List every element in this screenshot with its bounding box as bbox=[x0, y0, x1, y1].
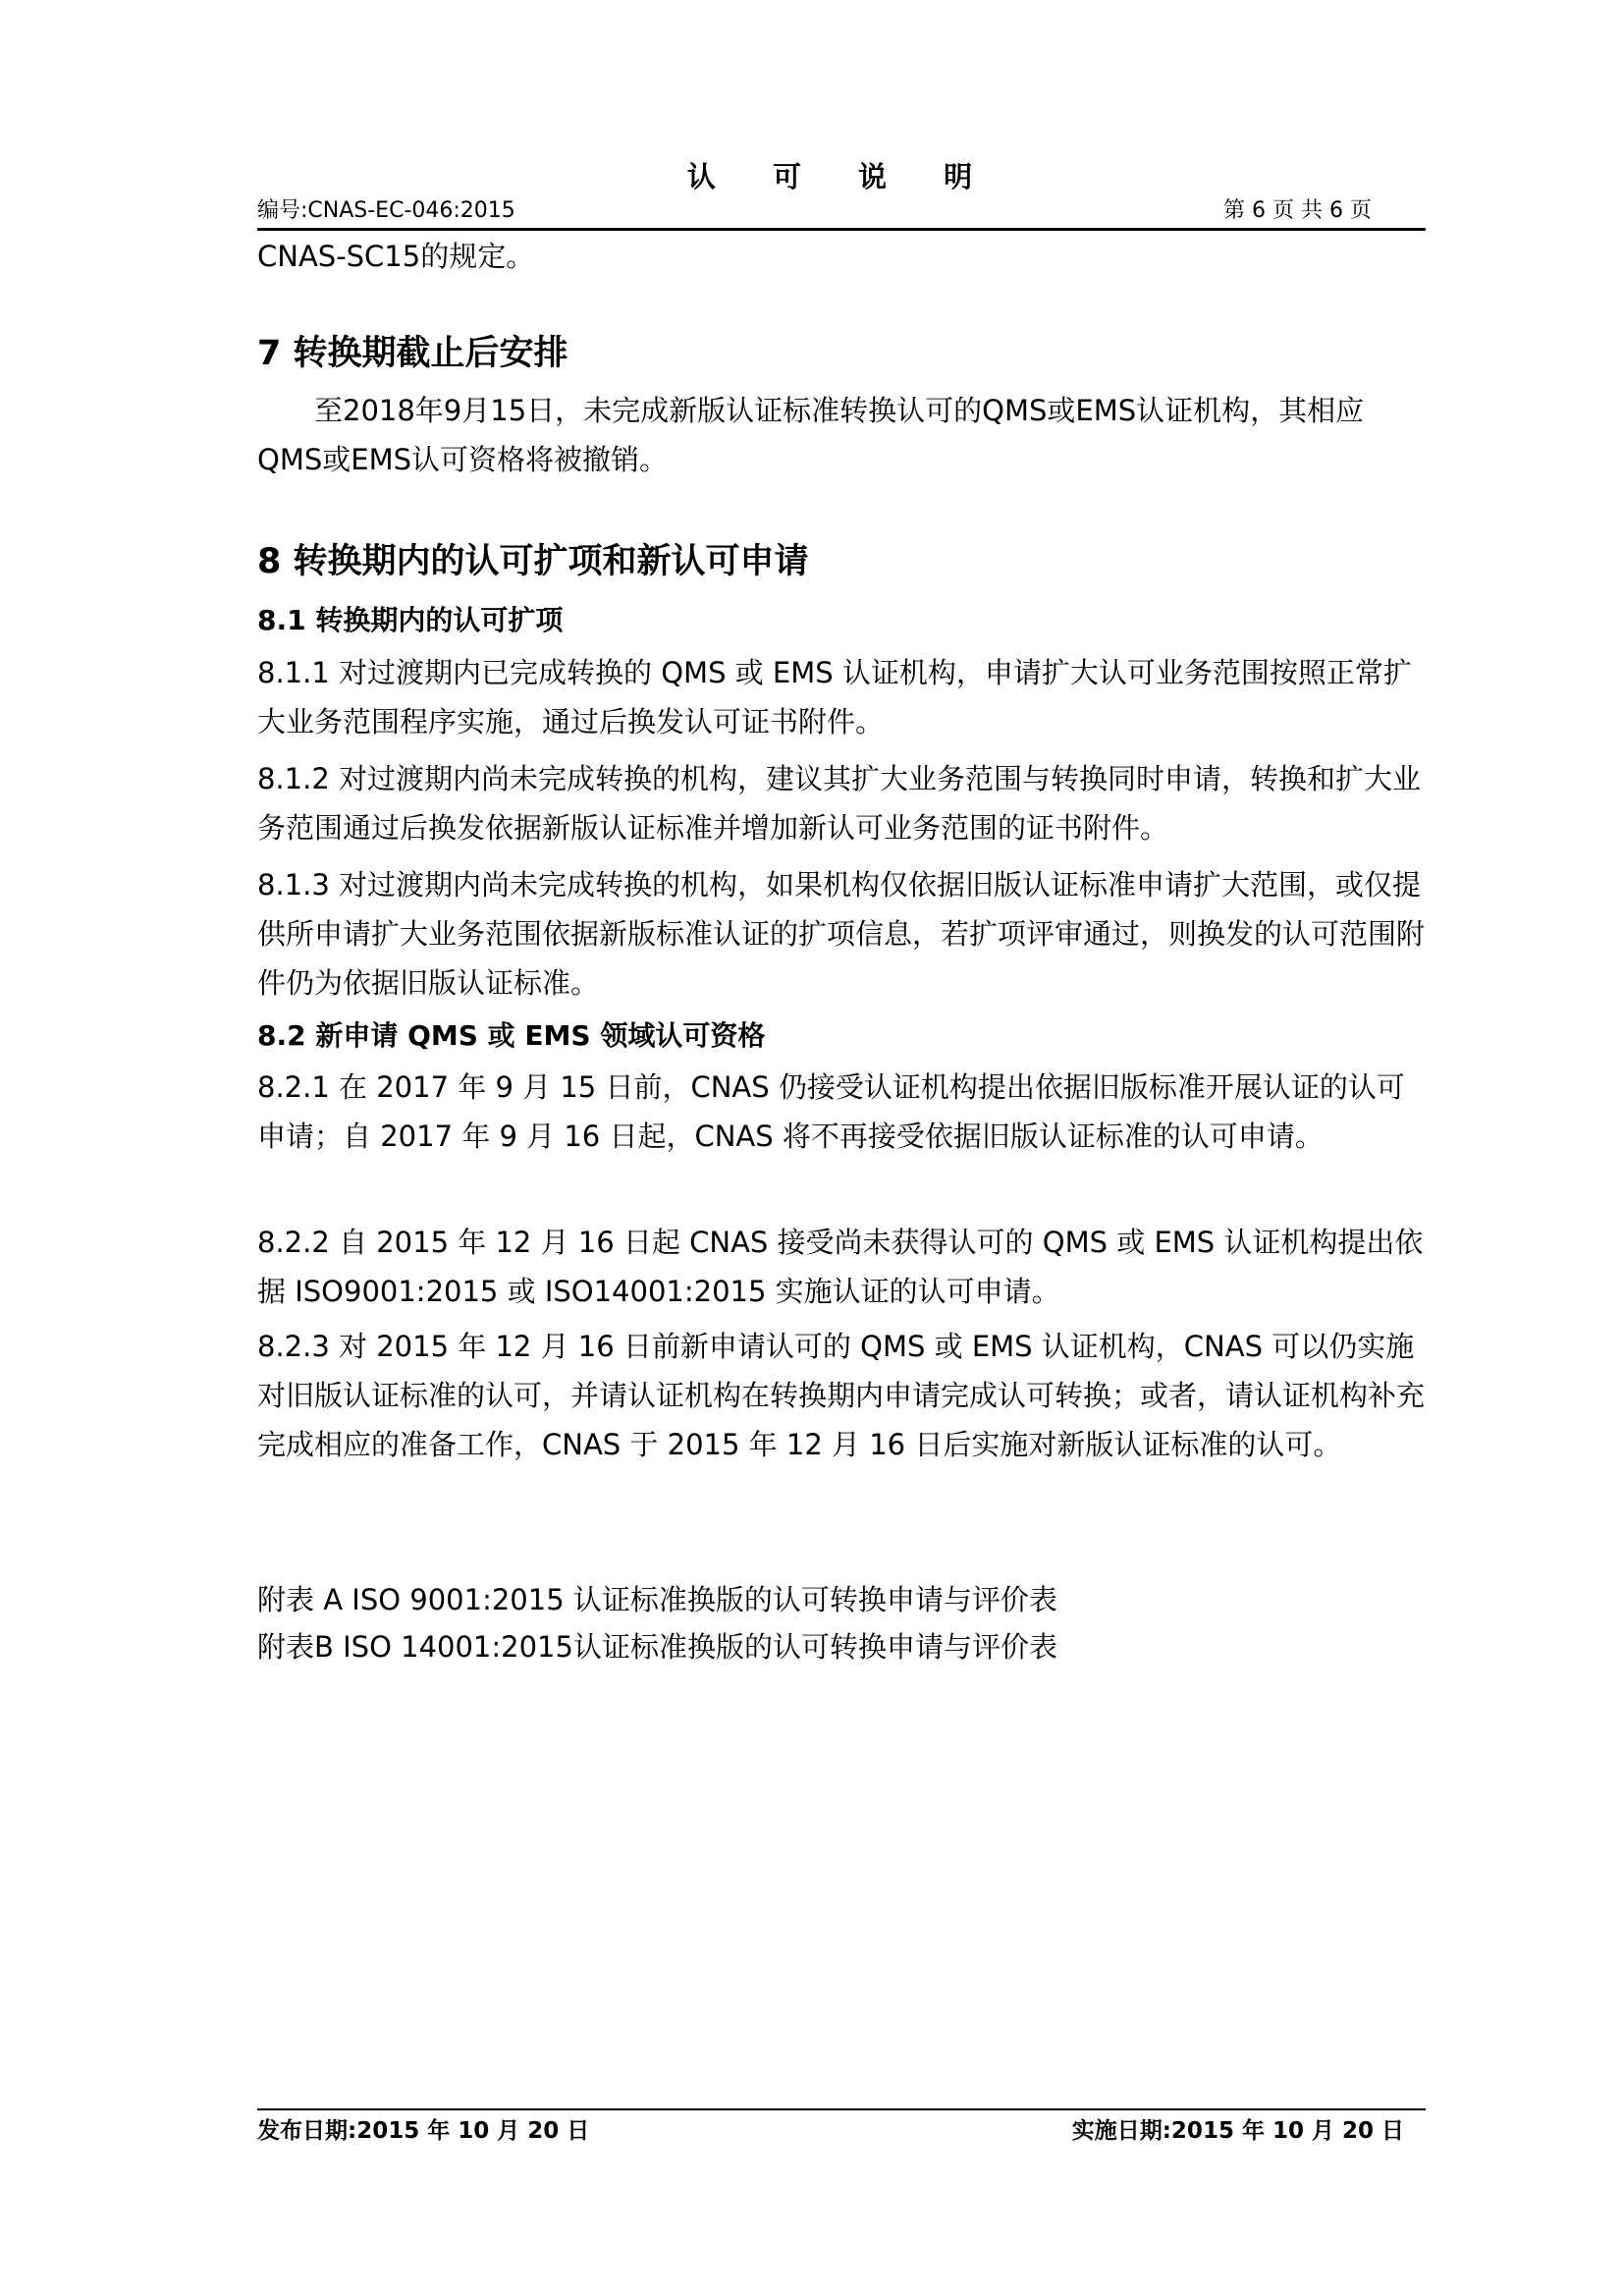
paragraph-8-2-1: 8.2.1 在 2017 年 9 月 15 日前，CNAS 仍接受认证机构提出依据旧版标准开展认证的认可申请；自 2017 年 9 月 16 日起，CNAS 将不再接受依据旧版认证标准的认可申请。 bbox=[257, 1070, 1405, 1153]
issue-date: 发布日期:2015 年 10 月 20 日 bbox=[257, 2118, 590, 2144]
footer-row bbox=[257, 2111, 1426, 2151]
header-rule bbox=[257, 228, 1426, 231]
page-info: 第 6 页 共 6 页 bbox=[1223, 198, 1372, 223]
header-title: 认 可 说 明 bbox=[686, 160, 997, 193]
effective-date: 实施日期:2015 年 10 月 20 日 bbox=[1071, 2118, 1404, 2144]
paragraph-8-2-2: 8.2.2 自 2015 年 12 月 16 日起 CNAS 接受尚未获得认可的 QMS 或 EMS 认证机构提出依据 ISO9001:2015 或 ISO14001:2015 实施认证的认可申请。 bbox=[257, 1226, 1424, 1308]
appendix-b: 附表B ISO 14001:2015认证标准换版的认可转换申请与评价表 bbox=[257, 1630, 1057, 1664]
section-7-title: 7 转换期截止后安排 bbox=[257, 334, 568, 373]
paragraph-8-1-3: 8.1.3 对过渡期内尚未完成转换的机构，如果机构仅依据旧版认证标准申请扩大范围，或仅提供所申请扩大业务范围依据新版标准认证的扩项信息，若扩项评审通过，则换发的认可范围附件仍为依据旧版认证标准。 bbox=[257, 868, 1426, 1000]
section-8-2-title: 8.2 新申请 QMS 或 EMS 领域认可资格 bbox=[257, 1019, 766, 1052]
paragraph-8-1-2: 8.1.2 对过渡期内尚未完成转换的机构，建议其扩大业务范围与转换同时申请，转换和扩大业务范围通过后换发依据新版认证标准并增加新认可业务范围的证书附件。 bbox=[257, 762, 1422, 845]
section-8-1-title: 8.1 转换期内的认可扩项 bbox=[257, 604, 564, 636]
continued-line: CNAS-SC15的规定。 bbox=[257, 240, 535, 273]
appendix-a: 附表 A ISO 9001:2015 认证标准换版的认可转换申请与评价表 bbox=[257, 1583, 1057, 1616]
paragraph-8-2-3: 8.2.3 对 2015 年 12 月 16 日前新申请认可的 QMS 或 EMS 认证机构，CNAS 可以仍实施对旧版认证标准的认可，并请认证机构在转换期内申请完成认可转换；或者，请认证机构补充完成相应的准备工作，CNAS 于 2015 年 12 月 16 日后实施对新版认证标准的认可。 bbox=[257, 1330, 1426, 1461]
section-7-paragraph: 至2018年9月15日，未完成新版认证标准转换认可的QMS或EMS认证机构，其相应QMS或EMS认可资格将被撤销。 bbox=[257, 394, 1365, 476]
footer-rule bbox=[257, 2108, 1426, 2110]
header-row bbox=[257, 195, 1426, 227]
doc-number: 编号:CNAS-EC-046:2015 bbox=[257, 198, 515, 223]
section-8-title: 8 转换期内的认可扩项和新认可申请 bbox=[257, 542, 809, 581]
paragraph-8-1-1: 8.1.1 对过渡期内已完成转换的 QMS 或 EMS 认证机构，申请扩大认可业务范围按照正常扩大业务范围程序实施，通过后换发认可证书附件。 bbox=[257, 656, 1412, 738]
